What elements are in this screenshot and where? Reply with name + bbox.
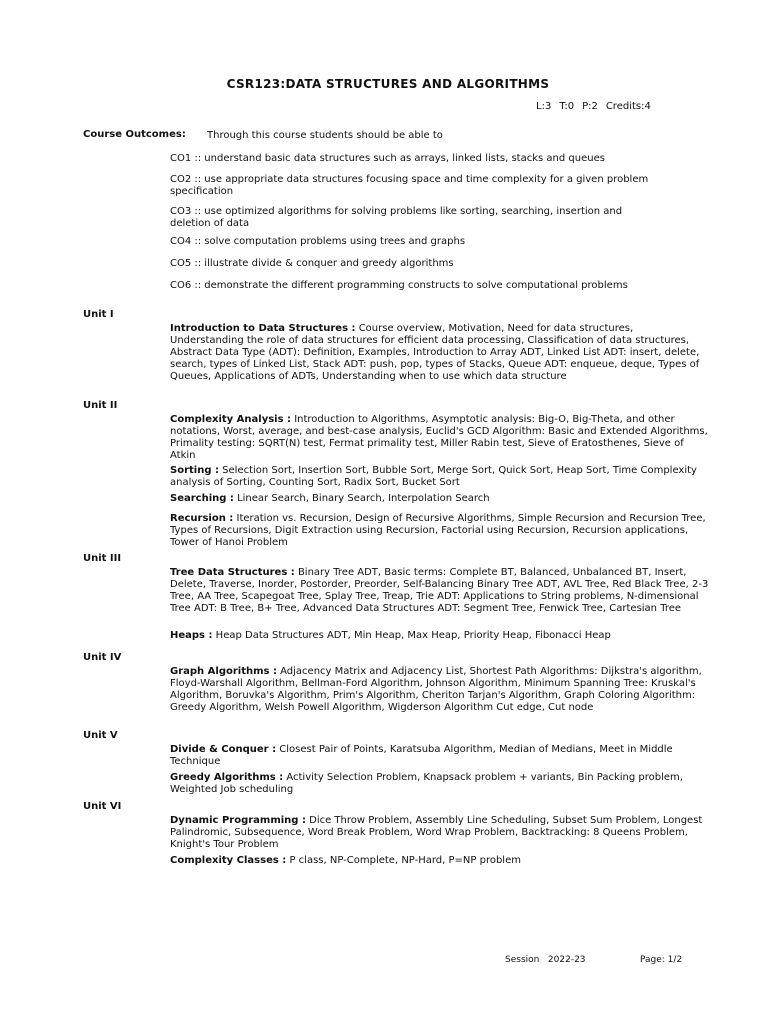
topic-heading: Searching : (170, 493, 234, 504)
page-number: Page: 1/2 (640, 955, 683, 965)
page-title: CSR123:DATA STRUCTURES AND ALGORITHMS (226, 77, 550, 91)
lecture-hours: L:3 (536, 101, 552, 112)
credits-line (536, 101, 659, 112)
outcome-item: CO1 :: understand basic data structures such as arrays, linked lists, stacks and queues (170, 153, 605, 164)
unit-label: Unit IV (83, 652, 122, 663)
topic-body: Selection Sort, Insertion Sort, Bubble Sort, Merge Sort, Quick Sort, Heap Sort, Time Complexity analysis of Sorting, Counting Sort, Radix Sort, Bucket Sort (170, 465, 697, 488)
topic-body: Linear Search, Binary Search, Interpolation Search (233, 493, 490, 504)
topic-body: P class, NP-Complete, NP-Hard, P=NP problem (286, 855, 521, 866)
topic-body: Dice Throw Problem, Assembly Line Scheduling, Subset Sum Problem, Longest Palindromic, Subsequence, Word Break Problem, Word Wrap Problem, Backtracking: 8 Queens Problem, Knight's Tour Problem (170, 815, 703, 850)
unit-topic (170, 414, 710, 462)
topic-heading: Sorting : (170, 465, 219, 476)
unit-topic (170, 493, 710, 505)
course-outcomes-label: Course Outcomes: (83, 129, 186, 140)
unit-topic (170, 666, 710, 714)
topic-body: Closest Pair of Points, Karatsuba Algorithm, Median of Medians, Meet in Middle Technique (170, 744, 673, 767)
unit-label: Unit II (83, 400, 118, 411)
topic-heading: Divide & Conquer : (170, 744, 277, 755)
unit-topic (170, 772, 710, 796)
unit-topic (170, 744, 710, 768)
tutorial-hours: T:0 (559, 101, 575, 112)
topic-heading: Introduction to Data Structures : (170, 323, 356, 334)
unit-topic (170, 323, 710, 383)
topic-body: Heap Data Structures ADT, Min Heap, Max Heap, Priority Heap, Fibonacci Heap (212, 630, 611, 641)
unit-topic (170, 630, 710, 642)
unit-label: Unit VI (83, 801, 122, 812)
outcome-item: CO4 :: solve computation problems using trees and graphs (170, 236, 466, 247)
unit-topic (170, 465, 710, 489)
unit-topic (170, 513, 710, 549)
outcome-item: CO5 :: illustrate divide & conquer and greedy algorithms (170, 258, 454, 269)
unit-label: Unit V (83, 730, 118, 741)
topic-body: Adjacency Matrix and Adjacency List, Shortest Path Algorithms: Dijkstra's algorithm, Floyd-Warshall Algorithm, Bellman-Ford Algorithm, Johnson Algorithm, Minimum Spanning Tree: Kruskal's Algorithm, Boruvka's Algorithm, Prim's Algorithm, Cheriton Tarjan's Algorithm, Graph Coloring Algorithm: Greedy Algorithm, Welsh Powell Algorithm, Wigderson Algorithm Cut edge, Cut node (170, 666, 702, 713)
topic-heading: Graph Algorithms : (170, 666, 277, 677)
session-footer: Session 2022-23 (505, 955, 586, 965)
topic-body: Activity Selection Problem, Knapsack problem + variants, Bin Packing problem, Weighted Job scheduling (170, 772, 683, 795)
topic-body: Binary Tree ADT, Basic terms: Complete BT, Balanced, Unbalanced BT, Insert, Delete, Traverse, Inorder, Postorder, Preorder, Self-Balancing Binary Tree ADT, AVL Tree, Red Black Tree, 2-3 Tree, AA Tree, Scapegoat Tree, Splay Tree, Treap, Trie ADT: Applications to String problems, N-dimensional Tree ADT: B Tree, B+ Tree, Advanced Data Structures ADT: Segment Tree, Fenwick Tree, Cartesian Tree (170, 567, 709, 614)
topic-heading: Complexity Classes : (170, 855, 287, 866)
topic-heading: Tree Data Structures : (170, 567, 295, 578)
topic-heading: Complexity Analysis : (170, 414, 292, 425)
topic-heading: Heaps : (170, 630, 213, 641)
unit-label: Unit III (83, 553, 122, 564)
course-outcomes-intro: Through this course students should be able to (207, 130, 443, 141)
outcome-item: CO3 :: use optimized algorithms for solving problems like sorting, searching, insertion and deletion of data (170, 206, 623, 229)
topic-body: Course overview, Motivation, Need for data structures, Understanding the role of data structures for efficient data processing, Classification of data structures, Abstract Data Type (ADT): Definition, Examples, Introduction to Array ADT, Linked List ADT: insert, delete, search, types of Linked List, Stack ADT: push, pop, types of Stacks, Queue ADT: enqueue, deque, Types of Queues, Applications of ADTs, Understanding when to use which data structure (170, 323, 700, 382)
outcome-item: CO2 :: use appropriate data structures focusing space and time complexity for a given problem specification (170, 174, 649, 197)
topic-heading: Greedy Algorithms : (170, 772, 284, 783)
topic-body: Iteration vs. Recursion, Design of Recursive Algorithms, Simple Recursion and Recursion Tree, Types of Recursions, Digit Extraction using Recursion, Factorial using Recursion, Recursion applications, Tower of Hanoi Problem (170, 513, 706, 548)
unit-topic (170, 855, 710, 867)
topic-body: Introduction to Algorithms, Asymptotic analysis: Big-O, Big-Theta, and other notations, Worst, average, and best-case analysis, Euclid's GCD Algorithm: Basic and Extended Algorithms, Primality testing: SQRT(N) test, Fermat primality test, Miller Rabin test, Sieve of Eratosthenes, Sieve of Atkin (170, 414, 708, 461)
practical-hours: P:2 (582, 101, 598, 112)
outcome-item: CO6 :: demonstrate the different programming constructs to solve computational problems (170, 280, 628, 291)
topic-heading: Dynamic Programming : (170, 815, 306, 826)
topic-heading: Recursion : (170, 513, 234, 524)
credit-count: Credits:4 (605, 101, 651, 112)
unit-topic (170, 567, 710, 615)
unit-topic (170, 815, 710, 851)
unit-label: Unit I (83, 309, 114, 320)
